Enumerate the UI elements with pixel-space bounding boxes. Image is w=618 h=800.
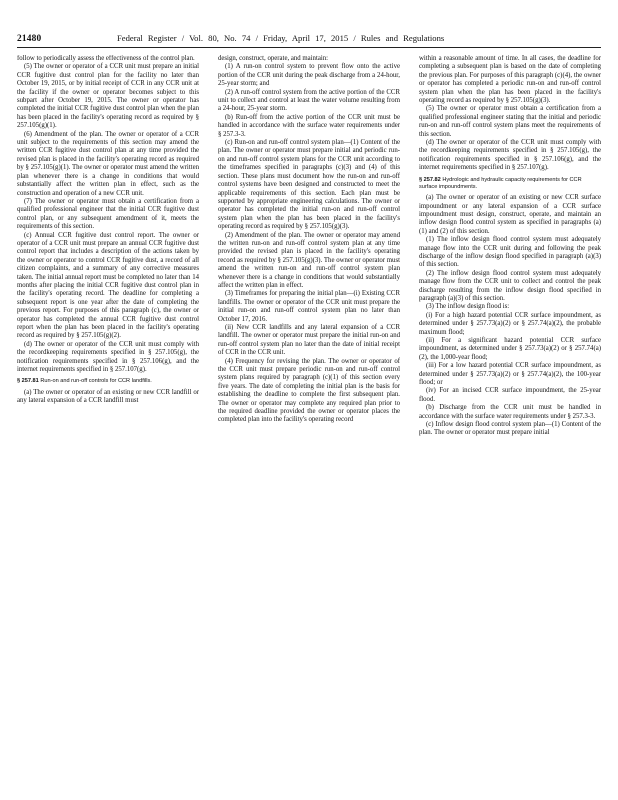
- text-column-1: [17, 55, 199, 790]
- body-paragraph: (7) The owner or operator must obtain a certification from a qualified professional engineer that the initial CCR fugitive dust control plan, or any subsequent amendment of it, meets the requirements of this section.: [17, 197, 199, 231]
- section-heading: [419, 177, 601, 191]
- body-paragraph: (i) For a high hazard potential CCR surface impoundment, as determined under § 257.73(a)(2) or § 257.74(a)(2), the probable maximum flood;: [419, 311, 601, 336]
- body-paragraph: (c) Run-on and run-off control system plan—(1) Content of the plan. The owner or operator must prepare initial and periodic run-on and run-off control system plans for the CCR unit according to the timeframes specified in paragraphs (c)(3) and (4) of this section. These plans must document how the run-on and run-off control systems have been designed and constructed to meet the applicable requirements of this section. Each plan must be supported by appropriate engineering calculations. The owner or operator has completed the initial run-on and run-off control system plan when the plan has been placed in the facility's operating record as required by § 257.105(g)(3).: [218, 139, 400, 231]
- body-paragraph: (1) The inflow design flood control system must adequately manage flow into the CCR unit during and following the peak discharge of the inflow design flood specified in paragraph (a)(3) of this section.: [419, 236, 601, 269]
- page-header: [17, 31, 601, 45]
- body-paragraph: (6) Amendment of the plan. The owner or operator of a CCR unit subject to the requirements of this section may amend the written CCR fugitive dust control plan at any time provided the revised plan is placed in the facility's operating record as required by § 257.105(g)(1). The owner or operator must amend the written plan whenever there is a change in conditions that would substantially affect the written plan in effect, such as the construction and operation of a new CCR unit.: [17, 130, 199, 197]
- body-paragraph: (d) The owner or operator of the CCR unit must comply with the recordkeeping requirements specified in § 257.105(g), the notification requirements specified in § 257.106(g), and the internet requirements specified in § 257.107(g).: [419, 139, 601, 172]
- body-paragraph: (5) The owner or operator must obtain a certification from a qualified professional engineer stating that the initial and periodic run-on and run-off control system plans meet the requirements of this section.: [419, 105, 601, 138]
- body-paragraph: follow to periodically assess the effectiveness of the control plan.: [17, 55, 195, 62]
- body-paragraph: (ii) For a significant hazard potential CCR surface impoundment, as determined under § 257.73(a)(2) or § 257.74(a)(2), the 1,000-year flood;: [419, 337, 601, 361]
- section-title: Run-on and run-off controls for CCR landfills.: [40, 378, 152, 385]
- body-paragraph: (b) Discharge from the CCR unit must be handled in accordance with the surface water requirements under § 257.3-3.: [419, 404, 601, 420]
- body-paragraph: (iv) For an incised CCR surface impoundment, the 25-year flood.: [419, 387, 601, 403]
- section-number: § 257.81: [17, 378, 39, 385]
- body-paragraph: (2) Amendment of the plan. The owner or operator may amend the written run-on and run-off control system plan at any time provided the revised plan is placed in the facility's operating record as required by § 257.105(g)(3). The owner or operator must amend the written run-on and run-off control system plan whenever there is a change in conditions that would substantially affect the written plan in effect.: [218, 231, 400, 289]
- body-paragraph: (d) The owner or operator of the CCR unit must comply with the recordkeeping requirements specified in § 257.105(g), the notification requirements specified in § 257.106(g), and the internet requirements specified in § 257.107(g).: [17, 340, 199, 374]
- body-paragraph: within a reasonable amount of time. In all cases, the deadline for completing a subsequent plan is based on the date of completing the previous plan. For purposes of this paragraph (c)(4), the owner or operator has completed a periodic run-on and run-off control system plan when the plan has been placed in the facility's operating record as required by § 257.105(g)(3).: [419, 55, 601, 105]
- body-paragraph: (2) A run-off control system from the active portion of the CCR unit to collect and control at least the water volume resulting from a 24-hour, 25-year storm.: [218, 88, 400, 113]
- page-number: 21480: [17, 34, 42, 44]
- body-paragraph: (3) The inflow design flood is:: [426, 303, 510, 311]
- body-paragraph: (c) Annual CCR fugitive dust control report. The owner or operator of a CCR unit must prepare an annual CCR fugitive dust control report that includes a description of the actions taken by the owner or operator to control CCR fugitive dust, a record of all citizen complaints, and a summary of any corrective measures taken. The initial annual report must be completed no later than 14 months after placing the initial CCR fugitive dust control plan in the facility's operating record. The deadline for completing a subsequent report is one year after the date of completing the previous report. For purposes of this paragraph (c), the owner or operator has completed the annual CCR fugitive dust control report when the plan has been placed in the facility's operating record as required by § 257.105(g)(2).: [17, 231, 199, 340]
- section-number: § 257.82: [419, 176, 441, 183]
- body-paragraph: (ii) New CCR landfills and any lateral expansion of a CCR landfill. The owner or operator must prepare the initial run-on and run-off control system plan no later than the date of initial receipt of CCR in the CCR unit.: [218, 324, 400, 357]
- text-column-3: [419, 55, 601, 790]
- body-paragraph: (3) Timeframes for preparing the initial plan—(i) Existing CCR landfills. The owner or operator of the CCR unit must prepare the initial run-on and run-off control system plan no later than October 17, 2016.: [218, 290, 400, 323]
- section-heading: [17, 378, 199, 385]
- header-rule: [17, 47, 601, 48]
- body-paragraph: (5) The owner or operator of a CCR unit must prepare an initial CCR fugitive dust control plan for the facility no later than October 19, 2015, or by initial receipt of CCR in any CCR unit at the facility if the owner or operator becomes subject to this subpart after October 19, 2015. The owner or operator has completed the initial CCR fugitive dust control plan when the plan has been placed in the facility's operating record as required by § 257.105(g)(1).: [17, 63, 199, 130]
- body-paragraph: (4) Frequency for revising the plan. The owner or operator of the CCR unit must prepare periodic run-on and run-off control system plans required by paragraph (c)(1) of this section every five years. The date of completing the initial plan is the basis for establishing the deadline to complete the first subsequent plan. The owner or operator may complete any required plan prior to the required deadline provided the owner or operator places the completed plan into the facility's operating record: [218, 357, 400, 424]
- body-paragraph: (c) Inflow design flood control system plan—(1) Content of the plan. The owner or operator must prepare initial: [419, 421, 601, 437]
- body-paragraph: (1) A run-on control system to prevent flow onto the active portion of the CCR unit during the peak discharge from a 24-hour, 25-year storm; and: [218, 63, 400, 88]
- body-paragraph: (a) The owner or operator of an existing or new CCR surface impoundment or any lateral expansion of a CCR surface impoundment must design, construct, operate, and maintain an inflow design flood control system as specified in paragraphs (a)(1) and (2) of this section.: [419, 194, 601, 235]
- body-paragraph: (iii) For a low hazard potential CCR surface impoundment, as determined under § 257.73(a)(2) or § 257.74(a)(2), the 100-year flood; or: [419, 362, 601, 387]
- section-title: Hydrologic and hydraulic capacity requirements for CCR surface impoundments.: [419, 176, 582, 190]
- body-paragraph: (a) The owner or operator of an existing or new CCR landfill or any lateral expansion of a CCR landfill must: [17, 388, 199, 405]
- text-column-2: [218, 55, 400, 790]
- body-paragraph: design, construct, operate, and maintain:: [218, 55, 329, 62]
- running-head: Federal Register / Vol. 80, No. 74 / Friday, April 17, 2015 / Rules and Regulations: [117, 33, 445, 43]
- body-paragraph: (b) Run-off from the active portion of the CCR unit must be handled in accordance with the surface water requirements under § 257.3-3.: [218, 113, 400, 138]
- body-paragraph: (2) The inflow design flood control system must adequately manage flow from the CCR unit to collect and control the peak discharge resulting from the inflow design flood specified in paragraph (a)(3) of this section.: [419, 269, 601, 302]
